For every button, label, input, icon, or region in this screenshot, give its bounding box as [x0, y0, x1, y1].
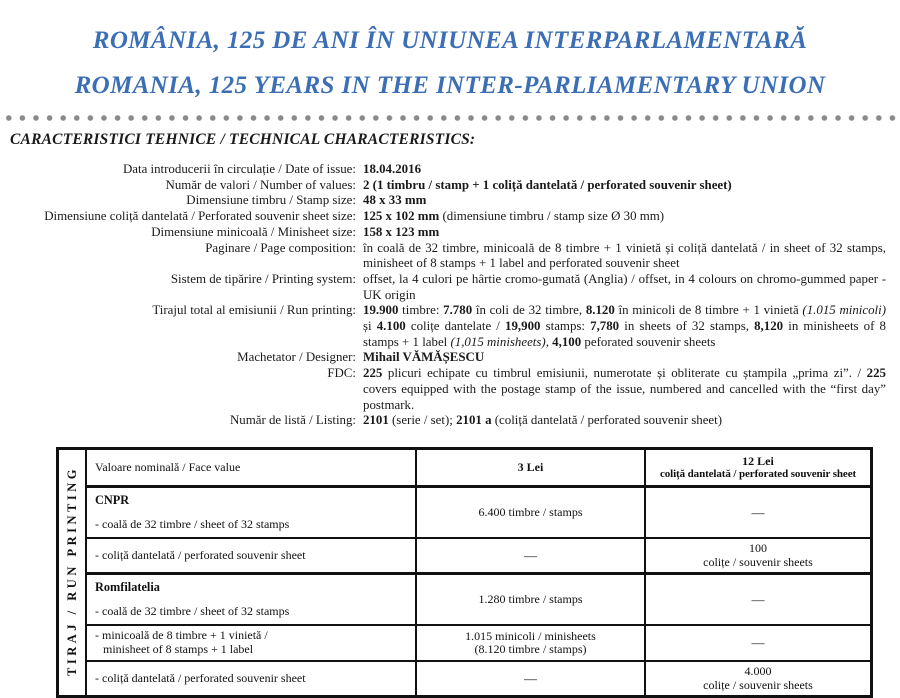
- qty-line2: colițe / souvenir sheets: [703, 677, 813, 692]
- col-12lei-header-cell: [645, 449, 872, 487]
- detail-row-number-of-values: [6, 178, 886, 194]
- detail-value: 2 (1 timbru / stamp + 1 coliță dantelată / perforated souvenir sheet): [363, 177, 732, 192]
- side-label: TIRAJ / RUN PRINTING: [64, 465, 79, 676]
- qty-12lei-cell: —: [645, 574, 872, 626]
- detail-label: Tirajul total al emisiunii / Run printing:: [152, 303, 356, 318]
- detail-label: Dimensiune minicoală / Minisheet size:: [151, 224, 356, 239]
- qty-12lei-cell: —: [645, 487, 872, 539]
- distributor-name: Romfilatelia: [95, 579, 160, 594]
- dotted-separator: [0, 112, 900, 122]
- desc-cell: [86, 487, 416, 539]
- qty-line1: 1.015 minicoli / minisheets: [465, 628, 596, 643]
- qty-12lei-cell: —: [645, 625, 872, 661]
- qty-3lei-cell: [416, 625, 645, 661]
- detail-value: 18.04.2016: [363, 162, 422, 176]
- detail-value: 48 x 33 mm: [363, 193, 427, 208]
- detail-label: Număr de valori / Number of values:: [165, 177, 356, 192]
- detail-value: 225 plicuri echipate cu timbrul emisiunii, numerotate și obliterate cu ștampila „prima zi”. / 225 covers equipped with the postage stamp of the issue, numbered and cancelled with the “first day” postmark.: [363, 366, 886, 412]
- detail-label: Număr de listă / Listing:: [229, 413, 356, 428]
- col-3lei-label: 3 Lei: [517, 460, 544, 474]
- table-row-romfilatelia-minisheet: [58, 625, 872, 661]
- section-heading: CARACTERISTICI TEHNICE / TECHNICAL CHARACTERISTICS:: [10, 131, 476, 148]
- detail-value: 19.900 timbre: 7.780 în coli de 32 timbre, 8.120 în minicoli de 8 timbre + 1 vinietă (1.015 minicoli) și 4.100 colițe dantelate / 19,900 stamps: 7,780 in sheets of 32 stamps, 8,120 in minisheets of 8 stamps + 1 label (1,015 minisheets), 4,100 peforated souvenir sheets: [363, 303, 886, 349]
- desc-cell: [86, 625, 416, 661]
- table-row-romfilatelia-sheet: [58, 574, 872, 626]
- table-side-label-cell: [58, 449, 87, 697]
- table-row-cnpr-souvenir-sheet: [58, 538, 872, 574]
- detail-row-minisheet-size: [6, 225, 886, 241]
- qty-3lei-cell: 1.280 timbre / stamps: [416, 574, 645, 626]
- detail-row-souvenir-sheet-size: [6, 209, 886, 225]
- qty-12lei-cell: [645, 538, 872, 574]
- qty-line2: (8.120 timbre / stamps): [474, 642, 587, 656]
- technical-details-list: [6, 162, 886, 429]
- table-row-cnpr-sheet: [58, 487, 872, 539]
- detail-label: Sistem de tipărire / Printing system:: [170, 271, 356, 286]
- item-desc: - coală de 32 timbre / sheet of 32 stamps: [95, 603, 290, 618]
- detail-row-stamp-size: [6, 193, 886, 209]
- detail-row-designer: [6, 350, 886, 366]
- title-line-romanian: ROMÂNIA, 125 DE ANI ÎN UNIUNEA INTERPARLAMENTARĂ: [92, 27, 808, 54]
- desc-cell: - coliță dantelată / perforated souvenir sheet: [86, 538, 416, 574]
- detail-value: 125 x 102 mm (dimensiune timbru / stamp size Ø 30 mm): [363, 209, 665, 224]
- desc-cell: - coliță dantelată / perforated souvenir sheet: [86, 661, 416, 697]
- detail-value: Mihail VĂMĂȘESCU: [363, 350, 485, 365]
- qty-12lei-cell: [645, 661, 872, 697]
- detail-row-run-printing: [6, 303, 886, 350]
- run-printing-table: [56, 447, 873, 698]
- distributor-name: CNPR: [95, 492, 130, 507]
- table-header-row: [58, 449, 872, 487]
- detail-row-fdc: [6, 366, 886, 413]
- detail-label: Machetator / Designer:: [237, 350, 356, 365]
- qty-line1: 4.000: [744, 664, 772, 678]
- detail-value: 158 x 123 mm: [363, 224, 440, 239]
- col-12lei-sublabel: coliță dantelată / perforated souvenir sheet: [659, 467, 857, 480]
- item-desc-line2: minisheet of 8 stamps + 1 label: [103, 641, 254, 656]
- qty-line1: 100: [749, 541, 767, 555]
- qty-3lei-cell: —: [416, 538, 645, 574]
- detail-value: offset, la 4 culori pe hârtie cromo-gumată (Anglia) / offset, in 4 colours on chromo-gummed paper - UK origin: [363, 271, 886, 302]
- qty-3lei-cell: 6.400 timbre / stamps: [416, 487, 645, 539]
- item-desc: - coală de 32 timbre / sheet of 32 stamps: [95, 516, 290, 531]
- detail-row-date-of-issue: [6, 162, 886, 178]
- document-title: [0, 28, 900, 98]
- detail-row-printing-system: [6, 272, 886, 303]
- qty-3lei-cell: —: [416, 661, 645, 697]
- detail-row-page-composition: [6, 241, 886, 272]
- col-3lei-header-cell: [416, 449, 645, 487]
- detail-label: Data introducerii în circulație / Date of issue:: [122, 162, 356, 176]
- table-row-romfilatelia-souvenir-sheet: [58, 661, 872, 697]
- desc-cell: [86, 574, 416, 626]
- detail-label: FDC:: [327, 366, 356, 381]
- title-line-english: ROMANIA, 125 YEARS IN THE INTER-PARLIAMENTARY UNION: [74, 72, 826, 99]
- detail-label: Dimensiune coliță dantelată / Perforated souvenir sheet size:: [44, 209, 356, 224]
- col-12lei-label: 12 Lei: [742, 453, 774, 468]
- detail-label: Dimensiune timbru / Stamp size:: [186, 193, 356, 208]
- detail-label: Paginare / Page composition:: [205, 240, 356, 255]
- face-value-header-cell: Valoare nominală / Face value: [86, 449, 416, 487]
- detail-value: 2101 (serie / set); 2101 a (coliță dantelată / perforated souvenir sheet): [363, 413, 723, 428]
- qty-line2: colițe / souvenir sheets: [703, 554, 813, 569]
- item-desc-line1: - minicoală de 8 timbre + 1 vinietă /: [95, 628, 268, 642]
- detail-row-listing: [6, 413, 886, 429]
- detail-value: în coală de 32 timbre, minicoală de 8 timbre + 1 vinietă și coliță dantelată / in sheet of 32 stamps, minisheet of 8 stamps + 1 label and perforated souvenir sheet: [363, 240, 886, 271]
